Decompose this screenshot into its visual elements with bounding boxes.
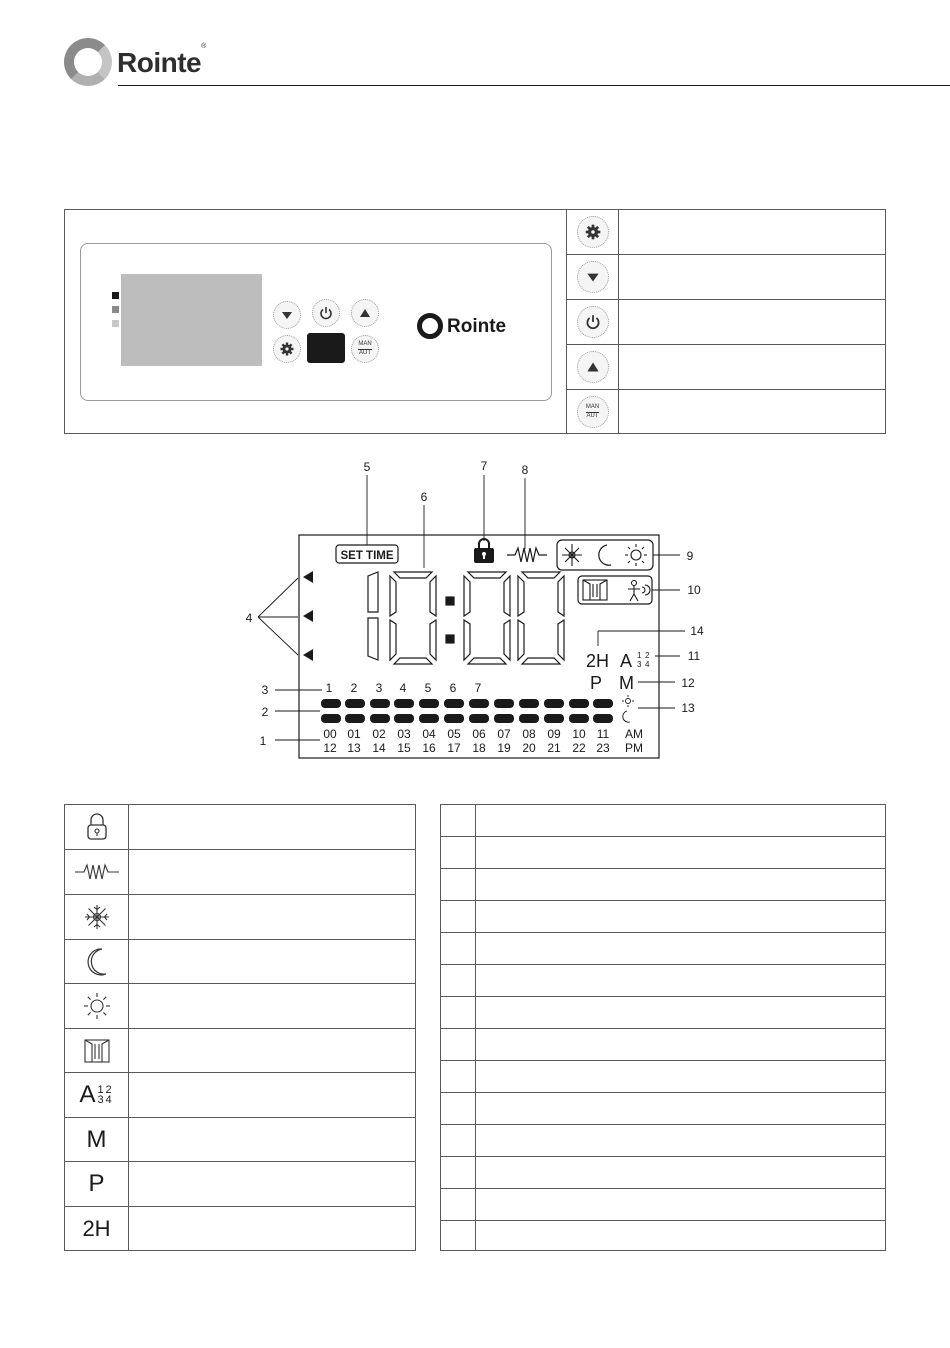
two-hour-icon: 2H xyxy=(65,1207,129,1250)
svg-text:10: 10 xyxy=(572,727,586,741)
indicator-led-2 xyxy=(112,306,119,313)
callout-row xyxy=(441,933,885,965)
set-time-label: SET TIME xyxy=(340,550,394,562)
lock-icon xyxy=(474,539,494,563)
svg-text:16: 16 xyxy=(422,741,436,755)
icon-row-snowflake xyxy=(65,895,415,940)
device-up-button[interactable] xyxy=(351,299,379,327)
svg-text:03: 03 xyxy=(397,727,411,741)
icon-row-program-p xyxy=(65,1162,415,1207)
svg-text:9: 9 xyxy=(686,549,694,563)
callout-row xyxy=(441,901,885,933)
svg-text:7: 7 xyxy=(474,681,482,695)
svg-text:08: 08 xyxy=(522,727,536,741)
legend-row-down xyxy=(566,255,886,300)
program-a-digit-4: 4 xyxy=(645,660,650,669)
lcd-frame xyxy=(299,535,659,758)
device-display-window xyxy=(307,333,345,363)
icon-row-program-a xyxy=(65,1073,415,1118)
svg-text:3: 3 xyxy=(261,683,269,697)
callout-row xyxy=(441,1029,885,1061)
callout-row xyxy=(441,1221,885,1250)
icon-row-lock xyxy=(65,805,415,850)
lock-icon xyxy=(85,813,109,841)
svg-text:17: 17 xyxy=(447,741,461,755)
power-icon xyxy=(577,306,609,338)
m-mode-icon: M xyxy=(65,1118,129,1161)
svg-text:3: 3 xyxy=(375,681,383,695)
svg-text:5: 5 xyxy=(424,681,432,695)
callout-row xyxy=(441,1093,885,1125)
icon-row-sun xyxy=(65,984,415,1029)
icon-row-resistor xyxy=(65,850,415,895)
svg-text:19: 19 xyxy=(497,741,511,755)
callout-legend-table xyxy=(440,804,886,1251)
gear-icon xyxy=(577,216,609,248)
moon-icon xyxy=(599,545,611,565)
logo-ring-icon xyxy=(64,38,112,86)
hour-labels-top xyxy=(323,727,643,741)
program-a-label: A xyxy=(620,651,633,671)
callout-row xyxy=(441,965,885,997)
callout-row xyxy=(441,1189,885,1221)
svg-text:11: 11 xyxy=(687,649,701,663)
svg-text:8: 8 xyxy=(521,463,529,477)
icon-legend-table xyxy=(64,804,416,1251)
snowflake-icon xyxy=(84,904,110,930)
day-numbers xyxy=(326,681,482,695)
p-mode-icon: P xyxy=(65,1162,129,1206)
device-logo-ring-icon xyxy=(417,313,443,339)
svg-text:12: 12 xyxy=(323,741,337,755)
arrow-up-icon xyxy=(357,305,373,321)
small-moon-icon xyxy=(623,711,630,722)
program-a-digit-2: 2 xyxy=(645,651,650,660)
svg-text:2: 2 xyxy=(350,681,358,695)
device-power-button[interactable] xyxy=(312,299,340,327)
device-brand-logo: Rointe xyxy=(417,313,527,343)
brand-name: Rointe® xyxy=(117,42,206,78)
svg-text:1: 1 xyxy=(259,734,267,748)
device-man-aut-button[interactable] xyxy=(351,335,379,363)
brand-logo xyxy=(64,38,224,88)
day-indicator-arrow-3 xyxy=(303,649,313,661)
svg-text:09: 09 xyxy=(547,727,561,741)
small-sun-icon xyxy=(622,695,634,707)
callout-row xyxy=(441,1157,885,1189)
sun-icon xyxy=(83,992,111,1020)
svg-text:21: 21 xyxy=(547,741,561,755)
svg-text:00: 00 xyxy=(323,727,337,741)
gear-icon xyxy=(279,341,295,357)
device-screen xyxy=(121,274,262,366)
svg-text:13: 13 xyxy=(681,701,695,715)
legend-row-man-aut xyxy=(566,390,886,434)
clock-display xyxy=(368,572,564,664)
legend-row-settings xyxy=(566,210,886,255)
callout-row xyxy=(441,1061,885,1093)
svg-text:07: 07 xyxy=(497,727,511,741)
svg-text:13: 13 xyxy=(347,741,361,755)
callout-row xyxy=(441,997,885,1029)
legend-row-power xyxy=(566,300,886,345)
svg-text:4: 4 xyxy=(399,681,407,695)
arrow-up-icon xyxy=(577,351,609,383)
svg-text:04: 04 xyxy=(422,727,436,741)
program-p-label: P xyxy=(590,673,603,693)
svg-text:12: 12 xyxy=(681,676,695,690)
svg-text:4: 4 xyxy=(245,611,253,625)
program-a-digit-3: 3 xyxy=(637,660,642,669)
sun-icon xyxy=(625,544,647,566)
svg-text:14: 14 xyxy=(690,624,704,638)
program-a-digit-1: 1 xyxy=(637,651,642,660)
svg-text:01: 01 xyxy=(347,727,361,741)
callout-row xyxy=(441,869,885,901)
button-legend-table xyxy=(566,210,886,434)
heating-resistor-icon xyxy=(73,863,121,881)
svg-text:7: 7 xyxy=(480,459,488,473)
callout-row xyxy=(441,837,885,869)
svg-text:02: 02 xyxy=(372,727,386,741)
icon-row-manual xyxy=(65,1118,415,1162)
svg-text:14: 14 xyxy=(372,741,386,755)
svg-text:20: 20 xyxy=(522,741,536,755)
svg-text:06: 06 xyxy=(472,727,486,741)
svg-text:6: 6 xyxy=(449,681,457,695)
indicator-led-3 xyxy=(112,320,119,327)
svg-text:22: 22 xyxy=(572,741,586,755)
svg-text:2: 2 xyxy=(261,705,269,719)
svg-text:18: 18 xyxy=(472,741,486,755)
day-indicator-arrow-2 xyxy=(303,610,313,622)
arrow-down-icon xyxy=(577,261,609,293)
man-aut-icon: MAN AUT xyxy=(358,341,372,356)
icon-row-two-hour xyxy=(65,1207,415,1250)
a-program-icon: A 1 2 3 4 xyxy=(65,1073,129,1117)
control-panel-figure xyxy=(64,209,886,434)
open-window-icon xyxy=(583,580,607,600)
svg-text:10: 10 xyxy=(687,583,701,597)
icon-row-open-window xyxy=(65,1029,415,1073)
svg-text:15: 15 xyxy=(397,741,411,755)
hour-labels-bottom xyxy=(323,741,643,755)
heating-resistor-icon xyxy=(507,548,547,562)
callout-row xyxy=(441,1125,885,1157)
svg-text:05: 05 xyxy=(447,727,461,741)
day-indicator-arrow-1 xyxy=(303,571,313,583)
svg-text:23: 23 xyxy=(596,741,610,755)
two-hour-label: 2H xyxy=(586,651,610,671)
manual-m-label: M xyxy=(619,673,634,693)
snowflake-icon xyxy=(562,544,582,566)
legend-row-up xyxy=(566,345,886,390)
man-aut-icon: MAN AUT xyxy=(577,396,609,428)
svg-text:1: 1 xyxy=(325,681,333,695)
callout-row xyxy=(441,805,885,837)
indicator-led-1 xyxy=(112,292,119,299)
program-bars xyxy=(321,699,613,723)
header-rule xyxy=(118,85,950,86)
device-down-button[interactable] xyxy=(273,301,301,329)
open-window-icon xyxy=(83,1038,111,1064)
svg-text:11: 11 xyxy=(596,727,610,741)
icon-row-moon xyxy=(65,940,415,984)
power-icon xyxy=(318,305,334,321)
arrow-down-icon xyxy=(279,307,295,323)
moon-icon xyxy=(86,947,108,977)
svg-text:PM: PM xyxy=(625,741,643,755)
device-settings-button[interactable] xyxy=(273,335,301,363)
lcd-diagram xyxy=(230,455,730,765)
device-front xyxy=(80,243,552,401)
svg-text:5: 5 xyxy=(363,460,371,474)
presence-sensor-icon xyxy=(628,581,650,602)
svg-text:AM: AM xyxy=(625,727,643,741)
svg-text:6: 6 xyxy=(420,490,428,504)
